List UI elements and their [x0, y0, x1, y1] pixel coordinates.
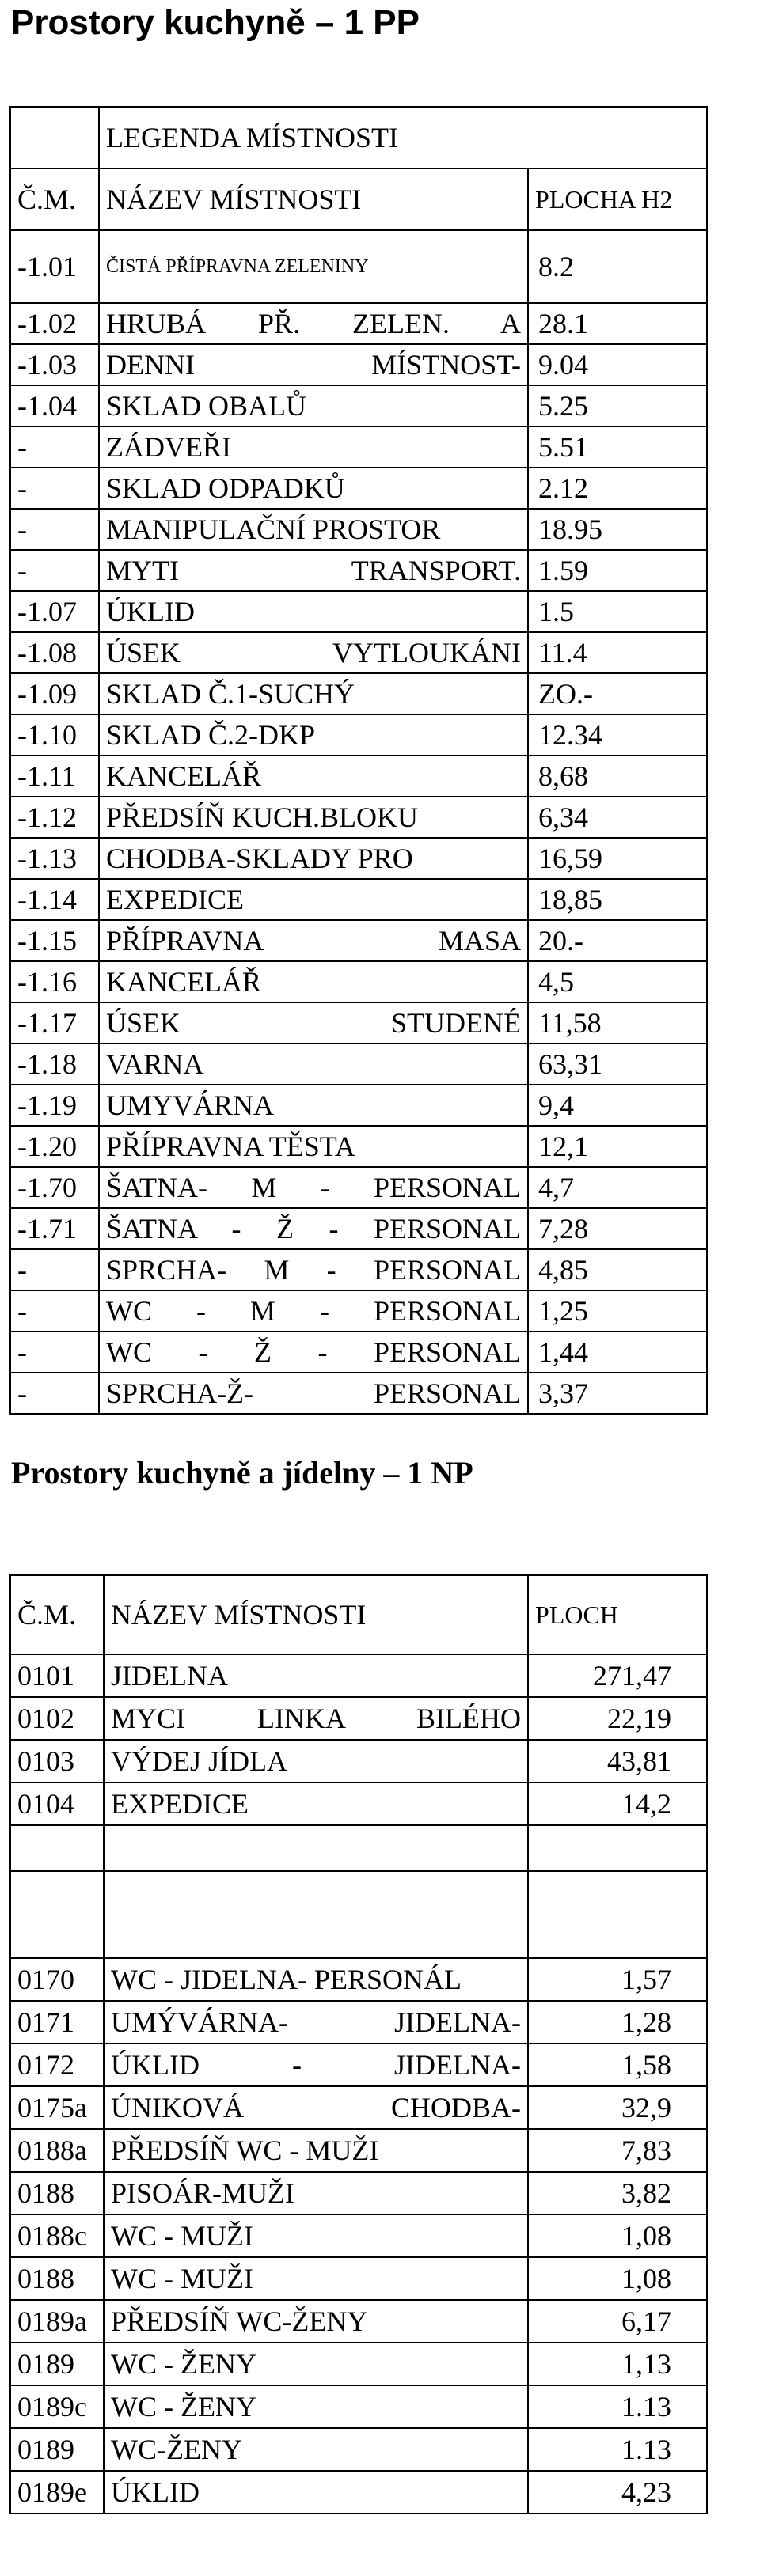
table-row	[10, 1871, 707, 1958]
room-number: 0188	[10, 2257, 104, 2300]
room-name: WC - JIDELNA- PERSONÁL	[104, 1958, 528, 2001]
room-number: -1.70	[10, 1167, 99, 1208]
room-name: WC - ŽENY	[104, 2385, 528, 2428]
room-number: -1.18	[10, 1044, 99, 1085]
room-area: 9,4	[528, 1085, 707, 1126]
room-name: SPRCHA-Ž- PERSONAL	[99, 1373, 528, 1414]
room-number: 0175a	[10, 2086, 104, 2129]
room-name: HRUBÁ PŘ. ZELEN. A	[99, 303, 528, 344]
header-area: PLOCHA H2	[528, 169, 707, 230]
header-row	[10, 1575, 707, 1654]
header-room-name: NÁZEV MÍSTNOSTI	[99, 169, 528, 230]
room-name: SKLAD Č.1-SUCHÝ	[99, 673, 528, 714]
room-number: -1.15	[10, 920, 99, 961]
room-number: 0189	[10, 2343, 104, 2385]
table-row	[10, 920, 707, 961]
table-row	[10, 591, 707, 632]
room-area: 18.95	[528, 509, 707, 550]
room-area: 11.4	[528, 632, 707, 673]
room-name: ŠATNA - Ž - PERSONAL	[99, 1208, 528, 1249]
room-number: 0189c	[10, 2385, 104, 2428]
room-name: SKLAD Č.2-DKP	[99, 714, 528, 756]
room-number: -1.71	[10, 1208, 99, 1249]
table-row	[10, 1085, 707, 1126]
table-row	[10, 468, 707, 509]
room-number: 0104	[10, 1782, 104, 1825]
room-area: 4,7	[528, 1167, 707, 1208]
room-number: 0188	[10, 2172, 104, 2214]
room-number: -	[10, 426, 99, 468]
room-area: 28.1	[528, 303, 707, 344]
room-area: 1,44	[528, 1332, 707, 1373]
room-name	[104, 1871, 528, 1958]
room-name: PŘEDSÍŇ WC - MUŽI	[104, 2129, 528, 2172]
room-number: -1.07	[10, 591, 99, 632]
room-number: -1.14	[10, 879, 99, 920]
room-name: DENNI MÍSTNOST-	[99, 344, 528, 385]
room-area: 14,2	[528, 1782, 707, 1825]
room-number: -	[10, 1290, 99, 1332]
room-name: UMÝVÁRNA- JIDELNA-	[104, 2001, 528, 2044]
room-name: ZÁDVEŘI	[99, 426, 528, 468]
table-row	[10, 303, 707, 344]
room-name: ÚKLID	[104, 2471, 528, 2513]
room-number: 0189e	[10, 2471, 104, 2513]
header-row	[10, 169, 707, 230]
room-name: PŘÍPRAVNA MASA	[99, 920, 528, 961]
room-area: 20.-	[528, 920, 707, 961]
room-name: EXPEDICE	[99, 879, 528, 920]
room-number: -1.01	[10, 230, 99, 303]
room-number: -1.20	[10, 1126, 99, 1167]
room-area: 8,68	[528, 756, 707, 797]
room-name: SKLAD OBALŮ	[99, 385, 528, 426]
table-row	[10, 2257, 707, 2300]
table-row	[10, 961, 707, 1002]
room-area: 9.04	[528, 344, 707, 385]
room-area: 4,23	[528, 2471, 707, 2513]
room-number: 0171	[10, 2001, 104, 2044]
table-row	[10, 797, 707, 838]
room-area: 43,81	[528, 1740, 707, 1782]
table-row	[10, 1782, 707, 1825]
room-area: 6,34	[528, 797, 707, 838]
room-number: -1.09	[10, 673, 99, 714]
table-row	[10, 1332, 707, 1373]
room-name: CHODBA-SKLADY PRO	[99, 838, 528, 879]
table-row	[10, 1249, 707, 1290]
room-number	[10, 1825, 104, 1871]
room-area: 1.59	[528, 550, 707, 591]
table-row	[10, 1825, 707, 1871]
room-number: 0102	[10, 1697, 104, 1740]
room-name: WC - MUŽI	[104, 2214, 528, 2257]
room-number: 0188c	[10, 2214, 104, 2257]
room-name: WC - M - PERSONAL	[99, 1290, 528, 1332]
table-row	[10, 426, 707, 468]
room-area: 1.13	[528, 2385, 707, 2428]
table-row	[10, 2343, 707, 2385]
room-number: -1.12	[10, 797, 99, 838]
table-row	[10, 385, 707, 426]
table-row	[10, 1290, 707, 1332]
room-name: WC - MUŽI	[104, 2257, 528, 2300]
room-name: VÝDEJ JÍDLA	[104, 1740, 528, 1782]
room-area: 3,82	[528, 2172, 707, 2214]
table-row	[10, 2300, 707, 2343]
room-area: 7,83	[528, 2129, 707, 2172]
room-area: 1,13	[528, 2343, 707, 2385]
room-area: 5.25	[528, 385, 707, 426]
table-row	[10, 2001, 707, 2044]
room-name: MYCI LINKA BILÉHO	[104, 1697, 528, 1740]
room-name: ÚKLID - JIDELNA-	[104, 2044, 528, 2086]
room-number: -	[10, 1332, 99, 1373]
table-row	[10, 2471, 707, 2513]
room-name: PŘEDSÍŇ KUCH.BLOKU	[99, 797, 528, 838]
legend-row	[10, 107, 707, 169]
room-number: -1.03	[10, 344, 99, 385]
room-number: -1.10	[10, 714, 99, 756]
room-area: 1,57	[528, 1958, 707, 2001]
room-number: -	[10, 509, 99, 550]
room-name: MYTI TRANSPORT.	[99, 550, 528, 591]
room-area: 1.5	[528, 591, 707, 632]
table-row	[10, 2129, 707, 2172]
room-area: 3,37	[528, 1373, 707, 1414]
room-area: 11,58	[528, 1002, 707, 1044]
room-name: WC-ŽENY	[104, 2428, 528, 2471]
room-area: 1,28	[528, 2001, 707, 2044]
table-row	[10, 1167, 707, 1208]
room-area: 1.13	[528, 2428, 707, 2471]
room-area: 22,19	[528, 1697, 707, 1740]
table-row	[10, 756, 707, 797]
room-number: -1.02	[10, 303, 99, 344]
room-number: 0172	[10, 2044, 104, 2086]
table-row	[10, 714, 707, 756]
room-name: WC - Ž - PERSONAL	[99, 1332, 528, 1373]
room-number: -	[10, 1249, 99, 1290]
room-area: 271,47	[528, 1654, 707, 1697]
room-name: PISOÁR-MUŽI	[104, 2172, 528, 2214]
room-name: ÚNIKOVÁ CHODBA-	[104, 2086, 528, 2129]
room-area: 18,85	[528, 879, 707, 920]
room-number: 0103	[10, 1740, 104, 1782]
legend-spacer	[10, 107, 99, 169]
room-area	[528, 1871, 707, 1958]
room-area: 6,17	[528, 2300, 707, 2343]
table-row	[10, 1654, 707, 1697]
room-area: 1,58	[528, 2044, 707, 2086]
header-room-no: Č.M.	[10, 1575, 104, 1654]
room-name: UMYVÁRNA	[99, 1085, 528, 1126]
room-number: 0188a	[10, 2129, 104, 2172]
room-area: 4,85	[528, 1249, 707, 1290]
room-number: 0101	[10, 1654, 104, 1697]
table-row	[10, 1002, 707, 1044]
table-row	[10, 1208, 707, 1249]
room-number: 0170	[10, 1958, 104, 2001]
room-name: ŠATNA- M - PERSONAL	[99, 1167, 528, 1208]
table-row	[10, 1126, 707, 1167]
table-row	[10, 1958, 707, 2001]
room-name: WC - ŽENY	[104, 2343, 528, 2385]
legend-label: LEGENDA MÍSTNOSTI	[99, 107, 707, 169]
room-area: 1,25	[528, 1290, 707, 1332]
room-number: -1.11	[10, 756, 99, 797]
room-name: SKLAD ODPADKŮ	[99, 468, 528, 509]
room-number: 0189	[10, 2428, 104, 2471]
room-area: 12,1	[528, 1126, 707, 1167]
room-name	[104, 1825, 528, 1871]
table-row	[10, 632, 707, 673]
room-name: KANCELÁŘ	[99, 961, 528, 1002]
room-area: ZO.-	[528, 673, 707, 714]
room-number: -1.13	[10, 838, 99, 879]
section2-title: Prostory kuchyně a jídelny – 1 NP	[11, 1455, 473, 1491]
rooms-table-1np	[10, 1574, 708, 2514]
room-number: -	[10, 550, 99, 591]
room-area: 32,9	[528, 2086, 707, 2129]
room-area: 5.51	[528, 426, 707, 468]
room-area	[528, 1825, 707, 1871]
header-room-no: Č.M.	[10, 169, 99, 230]
table-row	[10, 2385, 707, 2428]
room-area: 1,08	[528, 2257, 707, 2300]
table-row	[10, 2172, 707, 2214]
room-name: ÚKLID	[99, 591, 528, 632]
room-number: 0189a	[10, 2300, 104, 2343]
room-name: PŘÍPRAVNA TĚSTA	[99, 1126, 528, 1167]
room-number: -1.08	[10, 632, 99, 673]
room-name: KANCELÁŘ	[99, 756, 528, 797]
room-name: ÚSEK VYTLOUKÁNI	[99, 632, 528, 673]
room-area: 63,31	[528, 1044, 707, 1085]
table-row	[10, 1373, 707, 1414]
table-row	[10, 879, 707, 920]
room-name: SPRCHA- M - PERSONAL	[99, 1249, 528, 1290]
room-number: -1.17	[10, 1002, 99, 1044]
room-area: 7,28	[528, 1208, 707, 1249]
room-name: EXPEDICE	[104, 1782, 528, 1825]
room-area: 8.2	[528, 230, 707, 303]
table-row	[10, 2044, 707, 2086]
room-number: -	[10, 468, 99, 509]
room-number: -1.04	[10, 385, 99, 426]
table-row	[10, 1697, 707, 1740]
room-name: MANIPULAČNÍ PROSTOR	[99, 509, 528, 550]
table-row	[10, 509, 707, 550]
room-number: -1.19	[10, 1085, 99, 1126]
table-row	[10, 2428, 707, 2471]
room-name: ÚSEK STUDENÉ	[99, 1002, 528, 1044]
room-number: -1.16	[10, 961, 99, 1002]
table-row	[10, 2086, 707, 2129]
header-area: PLOCH	[528, 1575, 707, 1654]
room-number: -	[10, 1373, 99, 1414]
rooms-table-1pp	[10, 106, 708, 1415]
room-area: 4,5	[528, 961, 707, 1002]
room-name: PŘEDSÍŇ WC-ŽENY	[104, 2300, 528, 2343]
table-row	[10, 673, 707, 714]
room-area: 1,08	[528, 2214, 707, 2257]
table-row	[10, 230, 707, 303]
room-name: VARNA	[99, 1044, 528, 1085]
section1-title: Prostory kuchyně – 1 PP	[11, 3, 420, 42]
table-row	[10, 1740, 707, 1782]
table-row	[10, 1044, 707, 1085]
header-room-name: NÁZEV MÍSTNOSTI	[104, 1575, 528, 1654]
room-name: JIDELNA	[104, 1654, 528, 1697]
room-area: 12.34	[528, 714, 707, 756]
table-row	[10, 838, 707, 879]
room-name: ČISTÁ PŘÍPRAVNA ZELENINY	[99, 230, 528, 303]
table-row	[10, 344, 707, 385]
room-area: 2.12	[528, 468, 707, 509]
room-number	[10, 1871, 104, 1958]
table-row	[10, 2214, 707, 2257]
table-row	[10, 550, 707, 591]
room-area: 16,59	[528, 838, 707, 879]
